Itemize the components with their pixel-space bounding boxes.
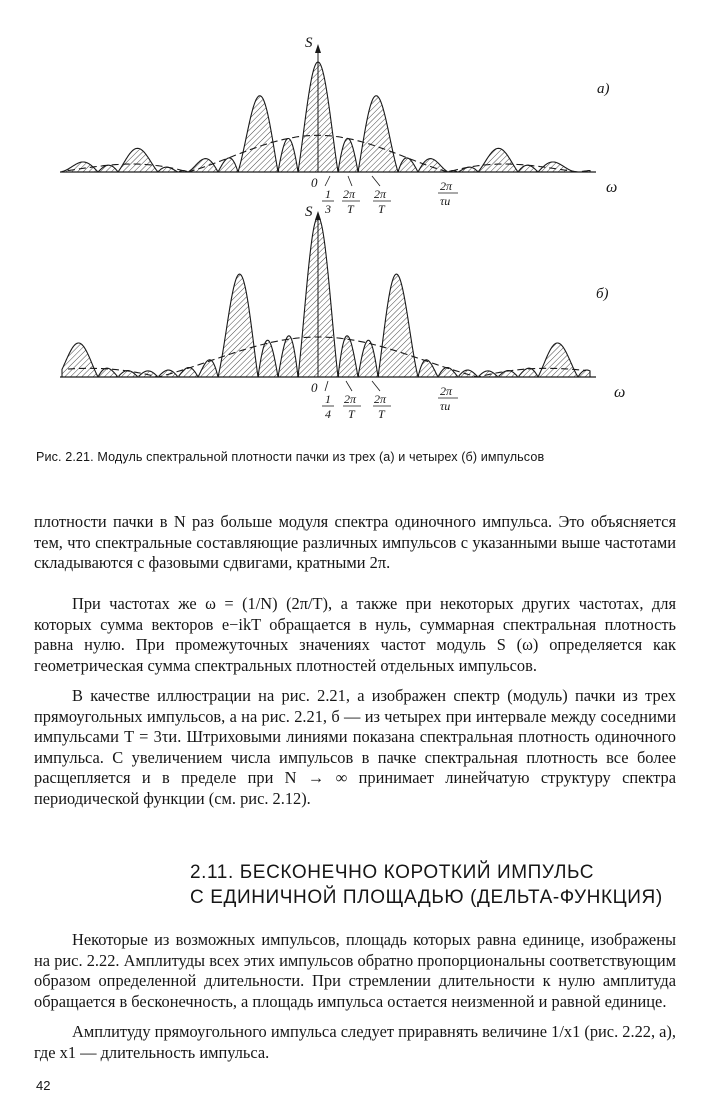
freq-label-4-a	[438, 179, 458, 208]
svg-text:T: T	[378, 202, 385, 216]
x-axis-label-a: ω	[606, 179, 618, 196]
section-heading-line-2: С ЕДИНИЧНОЙ ПЛОЩАДЬЮ (ДЕЛЬТА-ФУНКЦИЯ)	[190, 887, 663, 908]
spectrum-lobes-a	[62, 62, 590, 172]
paragraph-2: При частотах же ω = (1/N) (2π/T), а также при некоторых других частотах, для которых сумма векторов e−ikT обращается в нуль, суммарная спектральная плотность равна нулю. При промежуточных значениях частот модуль S (ω) определяется как геометрическая сумма спектральных плотностей отдельных импульсов.	[34, 594, 676, 675]
leader-1-b	[325, 381, 328, 391]
svg-text:2π: 2π	[343, 187, 356, 201]
paragraph-4: Некоторые из возможных импульсов, площадь которых равна единице, изображены на рис. 2.22. Амплитуды всех этих импульсов обратно пропорциональны соответствующим образом определенной длительности. При стремлении длительности к нулю амплитуда обращается в бесконечность, а площадь импульса остается неизменной и равной единице.	[34, 930, 676, 1011]
paragraph-5: Амплитуду прямоугольного импульса следует приравнять величине 1/x1 (рис. 2.22, а), где x1 — длительность импульса.	[34, 1022, 676, 1062]
svg-text:4: 4	[325, 407, 331, 421]
svg-text:T: T	[378, 407, 385, 421]
section-heading-line-1: 2.11. БЕСКОНЕЧНО КОРОТКИЙ ИМПУЛЬС	[190, 862, 595, 883]
svg-text:2π: 2π	[374, 187, 387, 201]
leader-3-a	[372, 176, 380, 186]
y-axis-label-b: S	[305, 204, 313, 220]
spectrum-panel-b	[60, 204, 625, 421]
spectrum-lobes-b	[62, 217, 590, 377]
y-axis-arrow-a	[315, 44, 321, 53]
panel-label-b: б)	[596, 286, 609, 302]
panel-label-a: а)	[597, 81, 610, 97]
svg-text:1: 1	[325, 187, 331, 201]
svg-text:2π: 2π	[440, 179, 453, 193]
leader-2-b	[346, 381, 352, 391]
origin-label-a: 0	[311, 175, 318, 190]
figure-caption: Рис. 2.21. Модуль спектральной плотности пачки из трех (а) и четырех (б) импульсов	[36, 450, 545, 464]
freq-label-3-a	[373, 187, 391, 216]
svg-text:2π: 2π	[344, 392, 357, 406]
leader-2-a	[348, 176, 352, 186]
spectrum-lobes-path	[62, 217, 590, 377]
svg-text:3: 3	[325, 202, 331, 216]
page-number: 42	[36, 1078, 51, 1093]
freq-label-4-b	[438, 384, 458, 413]
leader-1-a	[325, 176, 330, 186]
svg-text:2π: 2π	[440, 384, 453, 398]
figure-2-21	[0, 0, 705, 440]
paragraph-3: В качестве иллюстрации на рис. 2.21, а изображен спектр (модуль) пачки из трех прямоугольных импульсов, а на рис. 2.21, б — из четырех при интервале между соседними импульсами T = 3τи. Штриховыми линиями показана спектральная плотность одиночного импульса. С увеличением числа импульсов в пачке спектральная плотность все более расщепляется и в пределе при N → ∞ принимает линейчатую структуру спектра периодической функции (см. рис. 2.12).	[34, 686, 676, 808]
freq-label-2-b	[343, 392, 361, 421]
section-heading	[190, 860, 680, 910]
y-axis-label-a: S	[305, 35, 313, 51]
svg-text:2π: 2π	[374, 392, 387, 406]
spectrum-panel-a	[60, 35, 617, 216]
spectrum-lobes-path	[62, 62, 590, 172]
leader-3-b	[372, 381, 380, 391]
y-axis-arrow-b	[315, 211, 321, 220]
freq-label-1-b	[322, 392, 334, 421]
svg-text:τи: τи	[440, 194, 451, 208]
svg-text:T: T	[348, 407, 355, 421]
svg-text:τи: τи	[440, 399, 451, 413]
origin-label-b: 0	[311, 380, 318, 395]
paragraph-1: плотности пачки в N раз больше модуля спектра одиночного импульса. Это объясняется тем, что спектральные составляющие различных импульсов с указанными выше частотами складываются с фазовыми сдвигами, кратными 2π.	[34, 512, 676, 573]
svg-text:1: 1	[325, 392, 331, 406]
freq-label-3-b	[373, 392, 391, 421]
freq-label-1-a	[322, 187, 334, 216]
freq-label-2-a	[342, 187, 360, 216]
svg-text:T: T	[347, 202, 354, 216]
x-axis-label-b: ω	[614, 384, 626, 401]
